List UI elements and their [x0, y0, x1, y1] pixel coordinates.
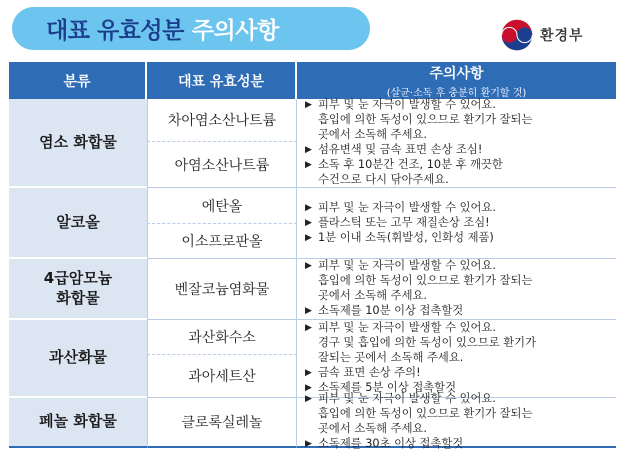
caution-cell	[297, 188, 616, 259]
bullet-icon: ▶	[305, 232, 312, 243]
bullet-icon: ▶	[305, 144, 312, 155]
bullet-icon: ▶	[305, 261, 312, 272]
caution-item: ▶ 피부 및 눈 자극이 발생할 수 있어요. 흡입에 의한 독성이 있으므로 환기가 잘되는 곳에서 소독해 주세요.	[305, 259, 533, 302]
ingredient-cell: 클로록실레놀	[147, 398, 297, 448]
caution-item: ▶ 플라스틱 또는 고무 재질손상 조심!	[305, 215, 490, 229]
ingredient-cell: 이소프로판올	[147, 224, 297, 259]
taegeuk-icon	[500, 18, 534, 52]
category-cell: 페놀 화합물	[9, 398, 147, 448]
header-category-label: 분류	[63, 73, 91, 90]
caution-item: ▶ 피부 및 눈 자극이 발생할 수 있어요.	[305, 200, 496, 214]
ingredient-cell: 아염소산나트륨	[147, 142, 297, 188]
bullet-icon: ▶	[305, 394, 312, 405]
bullet-icon: ▶	[305, 202, 312, 213]
caution-cell	[297, 259, 616, 320]
title-part1: 대표 유효성분	[46, 18, 184, 44]
category-cell: 염소 화합물	[9, 99, 147, 188]
ingredient-cell: 과산화수소	[147, 320, 297, 355]
bullet-icon: ▶	[305, 305, 312, 316]
header-category	[9, 62, 147, 99]
header-ingredient	[147, 62, 297, 99]
ingredient-cell: 과아세트산	[147, 355, 297, 398]
header-caution	[297, 62, 616, 99]
category-cell: 과산화물	[9, 320, 147, 398]
header-caution-label: 주의사항	[429, 65, 484, 82]
category-cell: 알코올	[9, 188, 147, 259]
caution-cell	[297, 99, 616, 188]
header-caution-sub: (살균·소독 후 충분히 환기할 것)	[386, 87, 527, 99]
caution-item: ▶ 소독제를 5분 이상 접촉할것	[305, 380, 457, 394]
bullet-icon: ▶	[305, 438, 312, 449]
caution-item: ▶ 피부 및 눈 자극이 발생할 수 있어요. 경구 및 흡입에 의한 독성이 있으므로 환기가 잘되는 곳에서 소독해 주세요.	[305, 321, 536, 364]
bullet-icon: ▶	[305, 159, 312, 170]
title-part2: 주의사항	[191, 18, 279, 44]
bullet-icon: ▶	[305, 382, 312, 393]
ministry-logo	[500, 18, 584, 52]
caution-item: ▶ 소독제를 10분 이상 접촉할것	[305, 303, 464, 317]
caution-item: ▶ 소독제를 30초 이상 접촉할것	[305, 436, 464, 450]
bullet-icon: ▶	[305, 217, 312, 228]
bullet-icon: ▶	[305, 100, 312, 111]
caution-item: ▶ 소독 후 10분간 건조, 10분 후 깨끗한 수건으로 다시 닦아주세요.	[305, 157, 503, 186]
ingredient-cell: 벤잘코늄염화물	[147, 259, 297, 320]
ingredient-cell: 차아염소산나트륨	[147, 99, 297, 142]
bullet-icon: ▶	[305, 323, 312, 334]
caution-item: ▶ 피부 및 눈 자극이 발생할 수 있어요. 흡입에 의한 독성이 있으므로 환기가 잘되는 곳에서 소독해 주세요.	[305, 98, 533, 142]
bullet-icon: ▶	[305, 367, 312, 378]
page-title	[12, 7, 370, 50]
disinfectant-table	[9, 62, 616, 464]
category-cell: 4급암모늄 화합물	[9, 259, 147, 320]
ingredient-cell: 에탄올	[147, 188, 297, 224]
caution-cell	[297, 392, 616, 450]
caution-item: ▶ 1분 이내 소독(휘발성, 인화성 제품)	[305, 230, 494, 244]
caution-cell	[297, 320, 616, 398]
caution-item: ▶ 피부 및 눈 자극이 발생할 수 있어요. 흡입에 의한 독성이 있으므로 환기가 잘되는 곳에서 소독해 주세요.	[305, 392, 533, 435]
caution-item: ▶ 금속 표면 손상 주의!	[305, 365, 421, 379]
ministry-name: 환경부	[540, 28, 584, 44]
caution-item: ▶ 섬유변색 및 금속 표면 손상 조심!	[305, 142, 483, 156]
header-ingredient-label: 대표 유효성분	[177, 73, 265, 90]
